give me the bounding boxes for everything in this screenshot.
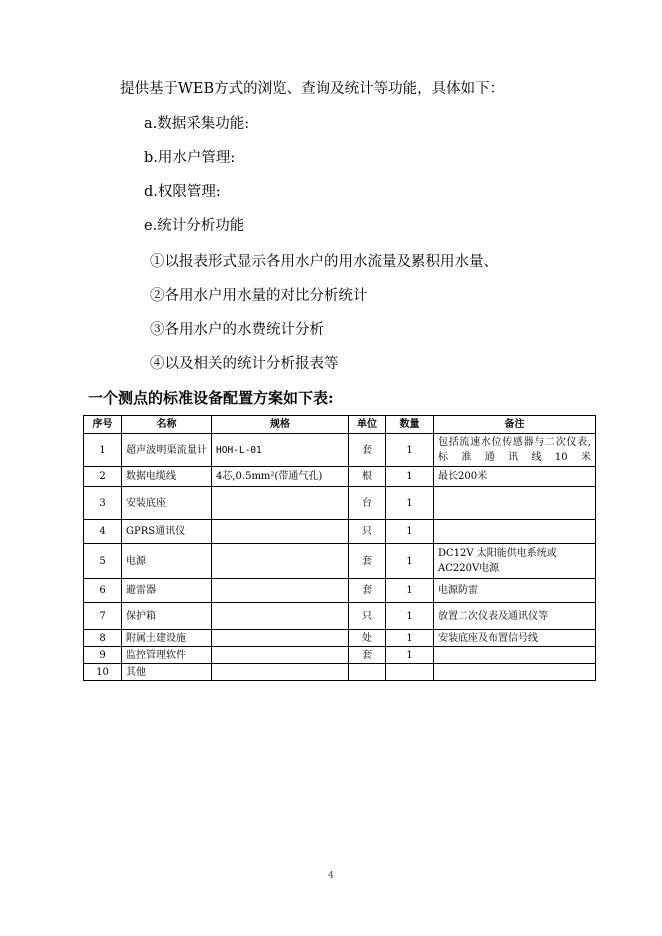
cell-spec xyxy=(212,579,349,603)
cell-name: 安装底座 xyxy=(122,487,212,520)
cell-qty: 1 xyxy=(386,544,434,579)
sub-item-1: ①以报表形式显示各用水户的用水流量及累积用水量、 xyxy=(150,254,498,270)
table-row xyxy=(84,664,596,681)
cell-spec xyxy=(212,544,349,579)
cell-no: 7 xyxy=(84,603,122,630)
list-item-user-management: b.用水户管理: xyxy=(144,150,236,166)
cell-name: 保护箱 xyxy=(122,603,212,630)
cell-note: DC12V 太阳能供电系统或AC220V电源 xyxy=(434,544,596,579)
table-title: 一个测点的标准设备配置方案如下表: xyxy=(88,389,334,407)
table-row xyxy=(84,520,596,544)
cell-name: 数据电缆线 xyxy=(122,467,212,487)
cell-note: 放置二次仪表及通讯仪等 xyxy=(434,603,596,630)
cell-unit xyxy=(349,664,386,681)
list-item-data-collection: a.数据采集功能: xyxy=(144,116,250,132)
header-name: 名称 xyxy=(122,416,212,434)
equipment-table xyxy=(83,415,596,681)
cell-note: 最长200米 xyxy=(434,467,596,487)
table-row xyxy=(84,579,596,603)
cell-no: 1 xyxy=(84,434,122,467)
cell-spec xyxy=(212,647,349,664)
cell-no: 6 xyxy=(84,579,122,603)
intro-text: 提供基于WEB方式的浏览、查询及统计等功能，具体如下： xyxy=(120,81,505,97)
cell-unit: 只 xyxy=(349,603,386,630)
table-row xyxy=(84,603,596,630)
cell-note xyxy=(434,664,596,681)
cell-qty: 1 xyxy=(386,520,434,544)
table-row xyxy=(84,434,596,467)
cell-name: 避雷器 xyxy=(122,579,212,603)
table-row xyxy=(84,544,596,579)
cell-name: 电源 xyxy=(122,544,212,579)
cell-spec xyxy=(212,603,349,630)
cell-qty: 1 xyxy=(386,467,434,487)
table-row xyxy=(84,630,596,647)
sub-item-3: ③各用水户的水费统计分析 xyxy=(150,322,324,338)
header-spec: 规格 xyxy=(212,416,349,434)
cell-note xyxy=(434,647,596,664)
cell-unit: 处 xyxy=(349,630,386,647)
header-unit: 单位 xyxy=(349,416,386,434)
table-header-row xyxy=(84,416,596,434)
cell-unit: 套 xyxy=(349,434,386,467)
cell-qty: 1 xyxy=(386,434,434,467)
cell-no: 5 xyxy=(84,544,122,579)
cell-no: 8 xyxy=(84,630,122,647)
cell-unit: 台 xyxy=(349,487,386,520)
cell-qty: 1 xyxy=(386,647,434,664)
cell-unit: 根 xyxy=(349,467,386,487)
cell-name: 监控管理软件 xyxy=(122,647,212,664)
cell-note xyxy=(434,487,596,520)
cell-no: 2 xyxy=(84,467,122,487)
list-item-statistics: e.统计分析功能 xyxy=(144,218,245,234)
cell-name: 附属土建设施 xyxy=(122,630,212,647)
sub-item-4: ④以及相关的统计分析报表等 xyxy=(150,356,339,372)
cell-unit: 套 xyxy=(349,579,386,603)
cell-qty: 1 xyxy=(386,630,434,647)
page-number: 4 xyxy=(328,871,334,881)
header-note: 备注 xyxy=(434,416,596,434)
cell-qty xyxy=(386,664,434,681)
cell-spec: HOH-L-01 xyxy=(212,434,349,467)
list-item-permission-management: d.权限管理: xyxy=(144,184,221,200)
cell-note xyxy=(434,520,596,544)
cell-no: 4 xyxy=(84,520,122,544)
cell-unit: 套 xyxy=(349,647,386,664)
cell-spec xyxy=(212,630,349,647)
cell-unit: 只 xyxy=(349,520,386,544)
sub-item-2: ②各用水户用水量的对比分析统计 xyxy=(150,288,368,304)
cell-note: 安装底座及布置信号线 xyxy=(434,630,596,647)
cell-no: 10 xyxy=(84,664,122,681)
cell-qty: 1 xyxy=(386,487,434,520)
cell-qty: 1 xyxy=(386,579,434,603)
cell-name: 超声波明渠流量计 xyxy=(122,434,212,467)
cell-spec: 4芯,0.5mm²(带通气孔) xyxy=(212,467,349,487)
table-row xyxy=(84,467,596,487)
cell-spec xyxy=(212,664,349,681)
header-no: 序号 xyxy=(84,416,122,434)
cell-unit: 套 xyxy=(349,544,386,579)
cell-no: 9 xyxy=(84,647,122,664)
cell-name: GPRS通讯仪 xyxy=(122,520,212,544)
cell-spec xyxy=(212,487,349,520)
cell-no: 3 xyxy=(84,487,122,520)
cell-spec xyxy=(212,520,349,544)
header-qty: 数量 xyxy=(386,416,434,434)
cell-note: 包括流速水位传感器与二次仪表,标准通讯线10米 xyxy=(434,434,596,467)
table-row xyxy=(84,487,596,520)
table-row xyxy=(84,647,596,664)
cell-note: 电源防雷 xyxy=(434,579,596,603)
cell-name: 其他 xyxy=(122,664,212,681)
cell-qty: 1 xyxy=(386,603,434,630)
